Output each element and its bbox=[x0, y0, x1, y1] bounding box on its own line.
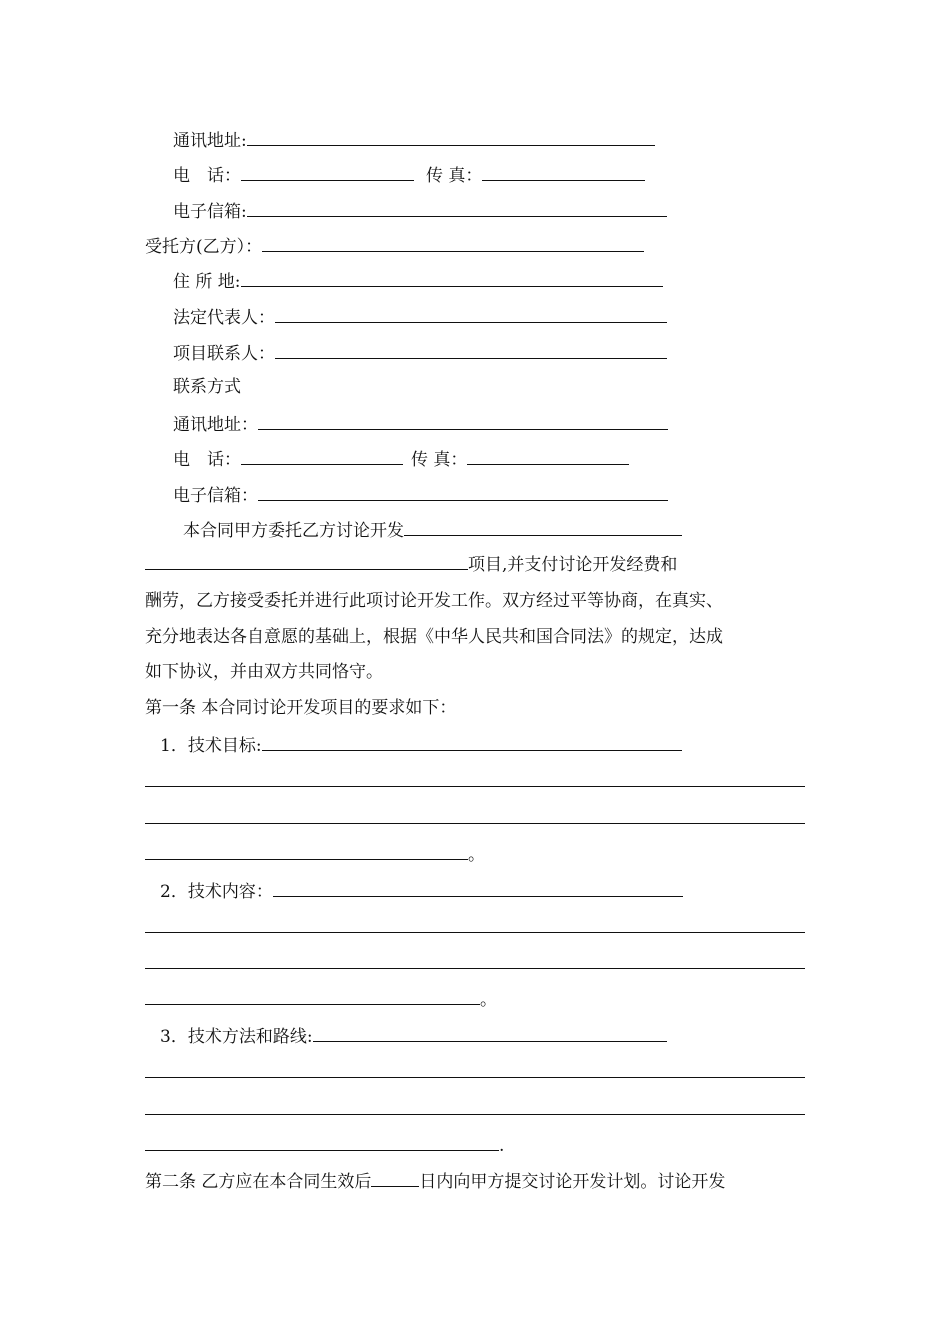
party-b-project-contact-label: 项目联系人： bbox=[173, 344, 275, 364]
party-b-phone-label: 电 话： bbox=[173, 450, 241, 470]
item-3-blank[interactable] bbox=[313, 1024, 667, 1042]
item-2-label: 2．技术内容： bbox=[160, 882, 273, 902]
party-a-fax-label: 传 真： bbox=[426, 166, 483, 186]
party-b-fax-label: 传 真： bbox=[411, 450, 468, 470]
party-b-contact-method-heading bbox=[173, 376, 241, 398]
party-b-residence-line bbox=[173, 269, 663, 291]
party-b-name-blank[interactable] bbox=[262, 234, 644, 252]
article-2-line bbox=[145, 1169, 725, 1191]
party-b-phone-fax-line bbox=[173, 447, 629, 469]
article-1-item-2-line bbox=[160, 879, 683, 901]
party-a-phone-fax-line bbox=[173, 163, 645, 185]
article-2-text-2: 日内向甲方提交讨论开发计划。讨论开发 bbox=[419, 1172, 726, 1192]
party-a-fax-blank[interactable] bbox=[482, 163, 645, 181]
party-b-address-label: 通讯地址： bbox=[173, 415, 258, 435]
intro-line-4: 充分地表达各自意愿的基础上，根据《中华人民共和国合同法》的规定，达成 bbox=[145, 627, 723, 647]
article-1-item-1-line bbox=[160, 733, 682, 755]
item-3-end-line bbox=[145, 1133, 504, 1155]
party-b-email-blank[interactable] bbox=[258, 483, 668, 501]
article-2-days-blank[interactable] bbox=[371, 1169, 419, 1187]
item-2-fill-line-1[interactable] bbox=[145, 932, 805, 933]
party-a-address-label: 通讯地址: bbox=[173, 131, 247, 151]
party-b-legal-rep-blank[interactable] bbox=[275, 305, 667, 323]
party-b-residence-blank[interactable] bbox=[241, 269, 663, 287]
party-b-address-blank[interactable] bbox=[258, 412, 668, 430]
party-b-legal-rep-label: 法定代表人： bbox=[173, 308, 275, 328]
item-3-fill-line-1[interactable] bbox=[145, 1077, 805, 1078]
item-1-end-mark: 。 bbox=[468, 845, 485, 865]
article-1-heading: 第一条 本合同讨论开发项目的要求如下： bbox=[145, 698, 457, 718]
item-1-fill-line-2[interactable] bbox=[145, 823, 805, 824]
party-b-title-line bbox=[145, 234, 644, 256]
item-2-end-mark: 。 bbox=[480, 990, 497, 1010]
item-3-fill-line-2[interactable] bbox=[145, 1114, 805, 1115]
party-a-address-blank[interactable] bbox=[247, 128, 655, 146]
intro-project-blank-1[interactable] bbox=[404, 518, 682, 536]
party-a-email-line bbox=[173, 199, 667, 221]
item-1-end-line bbox=[145, 842, 485, 864]
party-b-legal-rep-line bbox=[173, 305, 667, 327]
party-b-email-line bbox=[173, 483, 668, 505]
item-3-end-blank[interactable] bbox=[145, 1133, 499, 1151]
party-b-email-label: 电子信箱： bbox=[173, 486, 258, 506]
intro-line-1 bbox=[183, 518, 682, 540]
party-a-phone-blank[interactable] bbox=[241, 163, 414, 181]
party-b-title: 受托方(乙方）： bbox=[145, 237, 263, 257]
intro-project-blank-2[interactable] bbox=[145, 552, 468, 570]
party-b-contact-method-label: 联系方式 bbox=[173, 377, 241, 397]
party-a-phone-label: 电 话： bbox=[173, 166, 241, 186]
intro-line-3: 酬劳，乙方接受委托并进行此项讨论开发工作。双方经过平等协商，在真实、 bbox=[145, 591, 723, 611]
article-2-text-1: 第二条 乙方应在本合同生效后 bbox=[145, 1172, 372, 1192]
intro-line-2 bbox=[145, 552, 677, 574]
party-b-phone-blank[interactable] bbox=[241, 447, 403, 465]
article-1-item-3-line bbox=[160, 1024, 667, 1046]
item-2-end-line bbox=[145, 987, 497, 1009]
party-b-residence-label: 住 所 地: bbox=[173, 272, 241, 292]
item-3-end-mark: . bbox=[499, 1136, 505, 1156]
party-b-project-contact-blank[interactable] bbox=[275, 341, 667, 359]
item-2-blank[interactable] bbox=[273, 879, 683, 897]
party-b-project-contact-line bbox=[173, 341, 667, 363]
party-b-address-line bbox=[173, 412, 668, 434]
party-b-fax-blank[interactable] bbox=[467, 447, 629, 465]
item-1-blank[interactable] bbox=[262, 733, 682, 751]
item-1-end-blank[interactable] bbox=[145, 842, 468, 860]
party-a-address-line bbox=[173, 128, 655, 150]
intro-text-2: 项目,并支付讨论开发经费和 bbox=[468, 555, 678, 575]
item-2-fill-line-2[interactable] bbox=[145, 968, 805, 969]
item-1-fill-line-1[interactable] bbox=[145, 786, 805, 787]
item-1-label: 1．技术目标: bbox=[160, 736, 262, 756]
item-2-end-blank[interactable] bbox=[145, 987, 480, 1005]
party-a-email-blank[interactable] bbox=[247, 199, 667, 217]
item-3-label: 3．技术方法和路线: bbox=[160, 1027, 313, 1047]
intro-line-5: 如下协议，并由双方共同恪守。 bbox=[145, 662, 383, 682]
intro-text-1: 本合同甲方委托乙方讨论开发 bbox=[183, 521, 404, 541]
party-a-email-label: 电子信箱: bbox=[173, 202, 247, 222]
